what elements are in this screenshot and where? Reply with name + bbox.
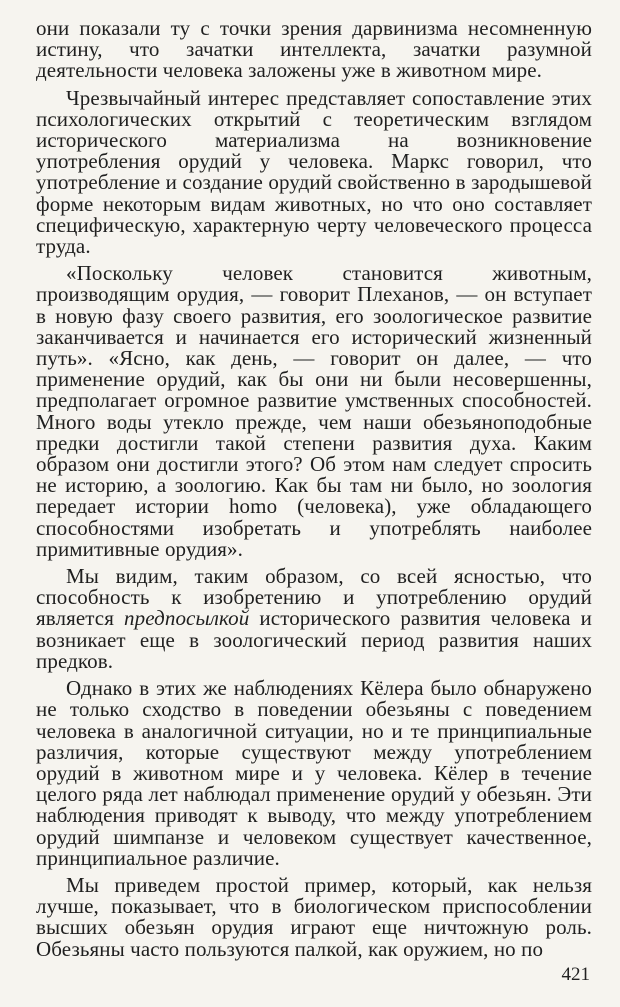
page-body [36, 18, 592, 966]
paragraph-3 [36, 263, 592, 560]
paragraph-text: «Поскольку человек становится животным, производящим орудия, — говорит Плеханов, — он вступает в новую фазу своего развития, его зоологическое развитие заканчивается и начинается его исторический жизненный путь». «Ясно, как день, — говорит он далее, — что применение орудий, как бы они ни были несовершенны, предполагает огромное развитие умственных способностей. Много воды утекло прежде, чем наши обезьяноподобные предки достигли такой степени развития духа. Каким образом они достигли этого? Об этом нам следует спросить не историю, а зоологию. Как бы там ни было, но зоология передает истории homo (человека), уже обладающего способностями изобретать и употреблять наиболее примитивные орудия». [36, 261, 592, 561]
paragraph-2 [36, 85, 592, 259]
paragraph-6 [36, 872, 592, 961]
paragraph-5 [36, 678, 592, 869]
paragraph-text: Мы видим, таким образом, со всей ясностью, что способность к изобретению и употреблению орудий является [36, 564, 592, 631]
paragraph-1 [36, 18, 592, 82]
paragraph-text: Чрезвычайный интерес представляет сопоставление этих психологических открытий с теоретическим взглядом исторического материализма на возникновение употребления орудий у человека. Маркс говорил, что употребление и создание орудий свойственно в зародышевой форме некоторым видам животных, но что оно составляет специфическую, характерную черту человеческого процесса труда. [36, 85, 592, 259]
paragraph-text: Мы приведем простой пример, который, как нельзя лучше, показывает, что в биологическом приспособлении высших обезьян орудия играют еще ничтожную роль. Обезьяны часто пользуются палкой, как оружием, но по [36, 872, 592, 961]
paragraph-text: Однако в этих же наблюдениях Кёлера было обнаружено не только сходство в поведении обезьяны с поведением человека в аналогичной ситуации, но и те принципиальные различия, которые существуют между употреблением орудий в животном мире и у человека. Кёлер в течение целого ряда лет наблюдал применение орудий у обезьян. Эти наблюдения приводят к выводу, что между употреблением орудий шимпанзе и человеком существует качественное, принципиальное различие. [36, 676, 592, 870]
italic-term: предпосылкой [124, 606, 250, 631]
page-number: 421 [561, 964, 590, 985]
paragraph-text: исторического развития человека и возникает еще в зоологический период развития наших предков. [36, 606, 592, 673]
paragraph-text: они показали ту с точки зрения дарвинизма несомненную истину, что зачатки интеллекта, зачатки разумной деятельности человека заложены уже в животном мире. [36, 16, 592, 83]
paragraph-4 [36, 566, 592, 672]
